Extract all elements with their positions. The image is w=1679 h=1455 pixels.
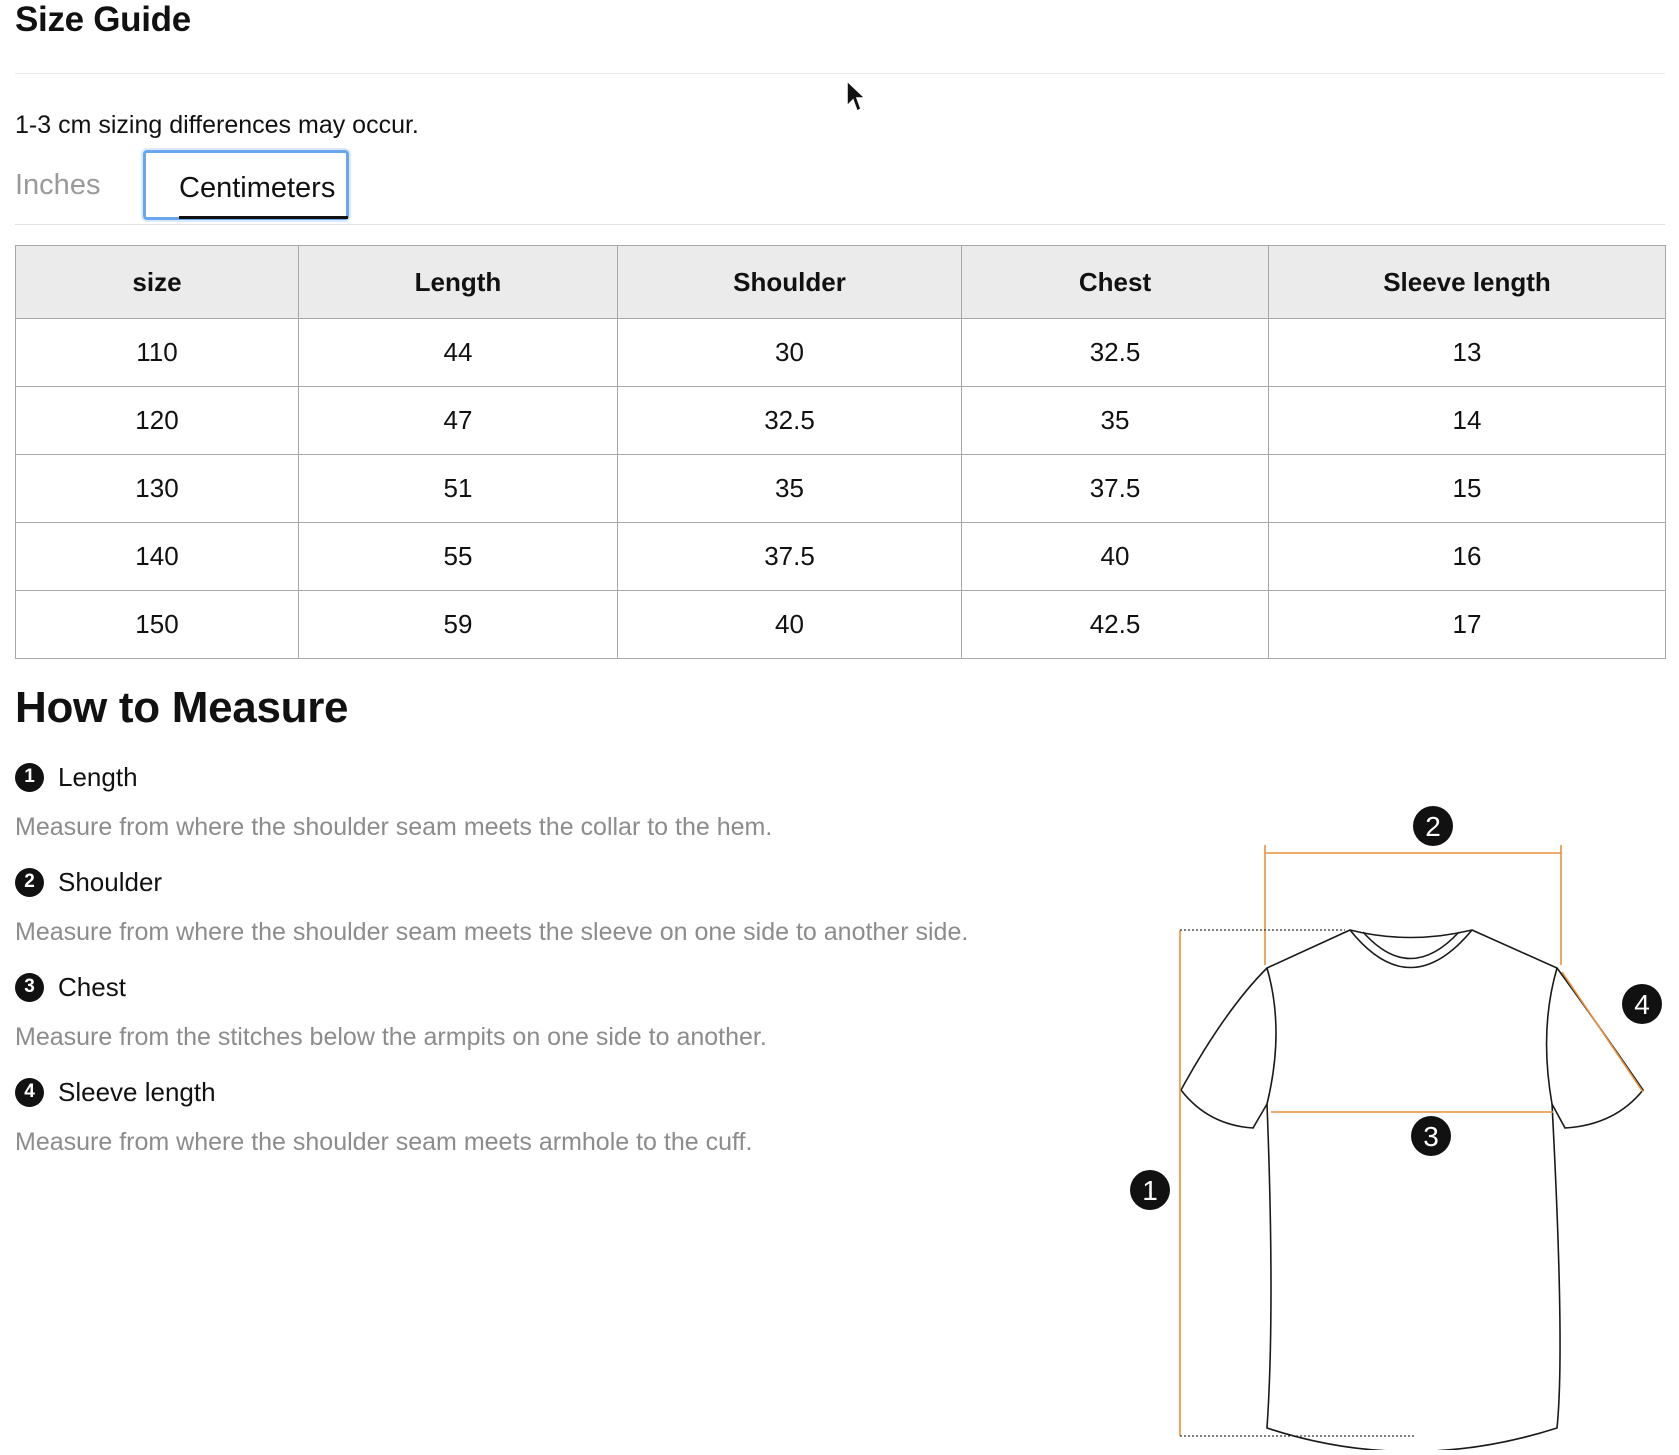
table-header-row xyxy=(16,246,1666,319)
table-cell: 51 xyxy=(299,455,618,523)
tshirt-diagram-icon xyxy=(1115,790,1675,1450)
tab-centimeters[interactable] xyxy=(143,150,349,220)
table-row xyxy=(16,387,1666,455)
step-number-badge: 2 xyxy=(15,868,44,897)
table-cell: 130 xyxy=(16,455,299,523)
table-cell: 120 xyxy=(16,387,299,455)
active-tab-indicator xyxy=(179,216,348,219)
table-cell: 47 xyxy=(299,387,618,455)
measure-step-sleeve-length xyxy=(15,1075,1095,1180)
measure-step-length xyxy=(15,760,1095,865)
step-label: Shoulder xyxy=(58,866,163,897)
column-header-size: size xyxy=(16,246,299,319)
table-cell: 32.5 xyxy=(618,387,962,455)
table-cell: 44 xyxy=(299,319,618,387)
table-cell: 55 xyxy=(299,523,618,591)
tab-inches[interactable]: Inches xyxy=(15,150,100,220)
tshirt-outline xyxy=(1181,930,1643,1450)
table-cell: 15 xyxy=(1269,455,1666,523)
marker-label: 4 xyxy=(1634,989,1650,1020)
marker-3-icon xyxy=(1411,1116,1451,1156)
column-header-length: Length xyxy=(299,246,618,319)
marker-label: 2 xyxy=(1425,811,1441,842)
table-cell: 42.5 xyxy=(962,591,1269,659)
table-cell: 150 xyxy=(16,591,299,659)
table-cell: 40 xyxy=(962,523,1269,591)
size-table xyxy=(15,245,1666,659)
marker-2-icon xyxy=(1413,806,1453,846)
measure-step-shoulder xyxy=(15,865,1095,970)
measure-step-chest xyxy=(15,970,1095,1075)
tab-centimeters-label: Centimeters xyxy=(179,172,336,204)
step-description: Measure from where the shoulder seam meets the sleeve on one side to another side. xyxy=(15,918,969,946)
table-cell: 17 xyxy=(1269,591,1666,659)
step-number-badge: 1 xyxy=(15,763,44,792)
table-cell: 37.5 xyxy=(618,523,962,591)
step-description: Measure from where the shoulder seam meets armhole to the cuff. xyxy=(15,1128,753,1156)
step-description: Measure from where the shoulder seam meets the collar to the hem. xyxy=(15,813,773,841)
marker-label: 1 xyxy=(1142,1175,1158,1206)
step-label: Chest xyxy=(58,971,126,1002)
table-cell: 140 xyxy=(16,523,299,591)
table-cell: 30 xyxy=(618,319,962,387)
step-description: Measure from the stitches below the armpits on one side to another. xyxy=(15,1023,767,1051)
step-label: Length xyxy=(58,761,138,792)
column-header-shoulder: Shoulder xyxy=(618,246,962,319)
table-cell: 40 xyxy=(618,591,962,659)
mouse-cursor-icon xyxy=(846,80,868,114)
table-cell: 16 xyxy=(1269,523,1666,591)
measurement-lines xyxy=(1180,845,1643,1436)
length-guides xyxy=(1180,930,1415,1436)
measure-steps xyxy=(15,760,1095,1180)
step-number-badge: 4 xyxy=(15,1078,44,1107)
table-cell: 32.5 xyxy=(962,319,1269,387)
table-row xyxy=(16,455,1666,523)
page-title: Size Guide xyxy=(15,0,191,39)
how-to-measure-title: How to Measure xyxy=(15,683,349,732)
column-header-sleeve-length: Sleeve length xyxy=(1269,246,1666,319)
table-cell: 110 xyxy=(16,319,299,387)
table-cell: 37.5 xyxy=(962,455,1269,523)
table-row xyxy=(16,523,1666,591)
table-cell: 14 xyxy=(1269,387,1666,455)
marker-label: 3 xyxy=(1423,1121,1439,1152)
table-cell: 59 xyxy=(299,591,618,659)
step-number-badge: 3 xyxy=(15,973,44,1002)
unit-tabs xyxy=(15,150,1665,225)
size-guide-panel xyxy=(15,0,1665,1156)
table-row xyxy=(16,591,1666,659)
marker-1-icon xyxy=(1130,1170,1170,1210)
column-header-chest: Chest xyxy=(962,246,1269,319)
title-divider xyxy=(15,73,1665,74)
table-cell: 35 xyxy=(618,455,962,523)
step-label: Sleeve length xyxy=(58,1076,216,1107)
sizing-note: 1-3 cm sizing differences may occur. xyxy=(15,111,419,139)
marker-4-icon xyxy=(1622,984,1662,1024)
table-cell: 35 xyxy=(962,387,1269,455)
table-cell: 13 xyxy=(1269,319,1666,387)
table-row xyxy=(16,319,1666,387)
